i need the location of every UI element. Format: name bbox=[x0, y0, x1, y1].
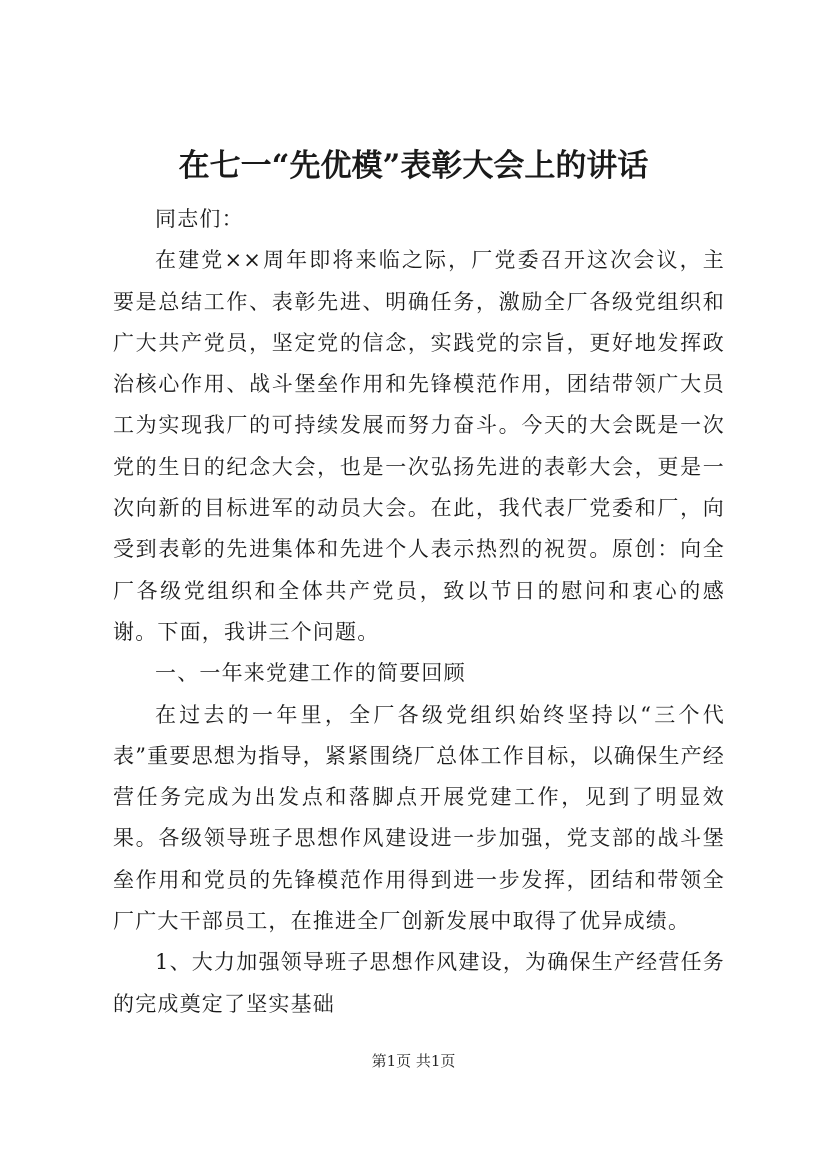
document-title: 在七一“先优模”表彰大会上的讲话 bbox=[178, 148, 649, 184]
opening-paragraph: 在建党××周年即将来临之际，厂党委召开这次会议，主要是总结工作、表彰先进、明确任务，激励全厂各级党组织和广大共产党员，坚定党的信念，实践党的宗旨，更好地发挥政治核心作用、战斗堡垒作用和先锋模范作用，团结带领广大员工为实现我厂的可持续发展而努力奋斗。今天的大会既是一次党的生日的纪念大会，也是一次弘扬先进的表彰大会，更是一次向新的目标进军的动员大会。在此，我代表厂党委和厂，向受到表彰的先进集体和先进个人表示热烈的祝贺。原创：向全厂各级党组织和全体共产党员，致以节日的慰问和衷心的感谢。下面，我讲三个问题。 bbox=[113, 248, 725, 644]
section-heading: 一、一年来党建工作的简要回顾 bbox=[155, 661, 466, 686]
page-footer: 第1页 共1页 bbox=[371, 1052, 456, 1070]
document-body bbox=[113, 199, 725, 1025]
review-paragraph: 在过去的一年里，全厂各级党组织始终坚持以“三个代表”重要思想为指导，紧紧围绕厂总体工作目标，以确保生产经营任务完成为出发点和落脚点开展党建工作，见到了明显效果。各级领导班子思想作风建设进一步加强，党支部的战斗堡垒作用和党员的先锋模范作用得到进一步发挥，团结和带领全厂广大干部员工，在推进全厂创新发展中取得了优异成绩。 bbox=[113, 702, 725, 934]
salutation-paragraph: 同志们： bbox=[155, 207, 244, 231]
subsection-heading: 1、大力加强领导班子思想作风建设，为确保生产经营任务的完成奠定了坚实基础 bbox=[113, 950, 725, 1016]
